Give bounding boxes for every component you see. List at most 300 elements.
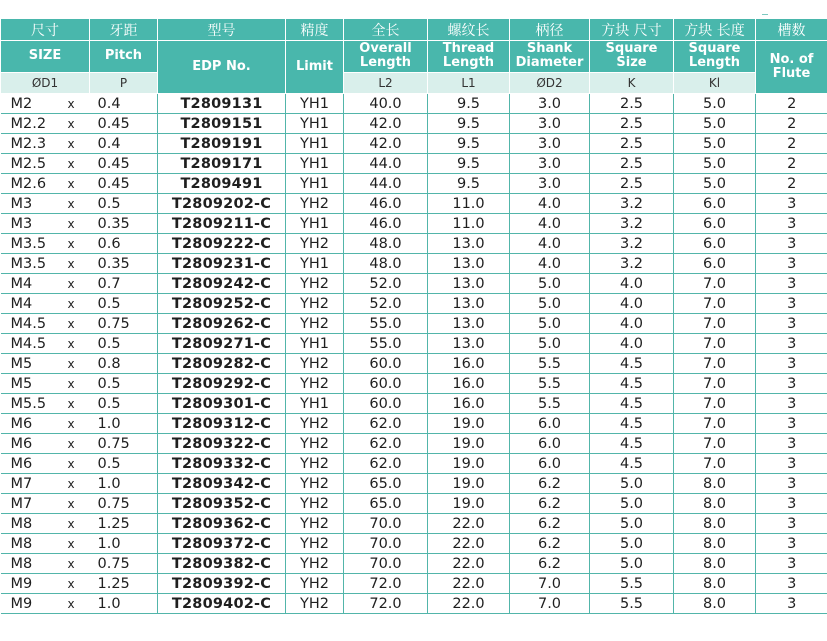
cell-thread-length: 22.0 [428,554,510,574]
cell-overall-length: 62.0 [344,414,428,434]
cell-pitch: 0.75 [90,314,158,334]
cell-edp-no: T2809402-C [158,594,286,614]
cell-flutes: 3 [756,554,827,574]
cell-flutes: 2 [756,134,827,154]
cell-times-sign: x [65,134,90,154]
cell-edp-no: T2809491 [158,174,286,194]
header-square-length-cn: 方块 长度 [674,19,756,41]
cell-thread-length: 9.5 [428,114,510,134]
cell-square-size: 5.0 [590,554,674,574]
table-row [1,414,827,434]
cell-times-sign: x [65,534,90,554]
cell-square-size: 4.5 [590,434,674,454]
cell-square-length: 8.0 [674,494,756,514]
cell-flutes: 3 [756,274,827,294]
cell-square-size: 5.5 [590,574,674,594]
cell-overall-length: 72.0 [344,594,428,614]
cell-size: M6 [1,434,65,454]
cell-thread-length: 13.0 [428,294,510,314]
cell-shank-diameter: 4.0 [510,214,590,234]
header-overall-length-en-line2: Length [359,55,412,71]
header-overall-length-en [344,41,428,73]
cell-overall-length: 52.0 [344,294,428,314]
cell-square-size: 3.2 [590,234,674,254]
cell-shank-diameter: 3.0 [510,154,590,174]
cell-times-sign: x [65,414,90,434]
table-row [1,534,827,554]
cell-flutes: 3 [756,394,827,414]
header-square-length-en [674,41,756,73]
header-size-cn: 尺寸 [1,19,90,41]
cell-pitch: 0.5 [90,394,158,414]
table-body [1,94,827,614]
cell-times-sign: x [65,554,90,574]
cell-times-sign: x [65,154,90,174]
cell-limit: YH2 [286,494,344,514]
cell-thread-length: 19.0 [428,494,510,514]
cell-limit: YH2 [286,554,344,574]
cell-square-size: 5.0 [590,474,674,494]
cell-pitch: 0.6 [90,234,158,254]
cell-overall-length: 72.0 [344,574,428,594]
cell-square-length: 7.0 [674,414,756,434]
cell-limit: YH2 [286,574,344,594]
header-square-length-symbol: Kl [674,72,756,93]
cell-square-length: 7.0 [674,334,756,354]
table-row [1,94,827,114]
cell-flutes: 2 [756,174,827,194]
cell-limit: YH1 [286,394,344,414]
cell-edp-no: T2809171 [158,154,286,174]
cell-square-length: 6.0 [674,234,756,254]
cell-edp-no: T2809242-C [158,274,286,294]
cell-thread-length: 22.0 [428,594,510,614]
cell-pitch: 0.5 [90,454,158,474]
cell-overall-length: 70.0 [344,514,428,534]
table-header [1,19,827,94]
table-row [1,594,827,614]
cell-limit: YH1 [286,154,344,174]
cell-square-size: 4.5 [590,374,674,394]
cell-shank-diameter: 3.0 [510,114,590,134]
cell-size: M2.5 [1,154,65,174]
header-row-chinese [1,19,827,41]
cell-edp-no: T2809231-C [158,254,286,274]
header-shank-diameter-en [510,41,590,73]
cell-edp-no: T2809312-C [158,414,286,434]
cell-pitch: 1.0 [90,414,158,434]
cell-edp-no: T2809372-C [158,534,286,554]
cell-square-length: 7.0 [674,354,756,374]
cell-times-sign: x [65,474,90,494]
cell-pitch: 0.5 [90,294,158,314]
cell-square-length: 6.0 [674,254,756,274]
cell-flutes: 3 [756,314,827,334]
cell-thread-length: 19.0 [428,474,510,494]
cell-edp-no: T2809362-C [158,514,286,534]
cell-square-length: 8.0 [674,534,756,554]
cell-square-length: 8.0 [674,594,756,614]
cell-overall-length: 70.0 [344,534,428,554]
cell-size: M4 [1,294,65,314]
cell-edp-no: T2809392-C [158,574,286,594]
cell-thread-length: 9.5 [428,154,510,174]
cell-times-sign: x [65,254,90,274]
cell-times-sign: x [65,114,90,134]
cell-limit: YH2 [286,294,344,314]
table-row [1,134,827,154]
cell-square-length: 6.0 [674,194,756,214]
cell-overall-length: 42.0 [344,114,428,134]
cell-square-length: 5.0 [674,94,756,114]
cell-shank-diameter: 5.5 [510,394,590,414]
cell-thread-length: 16.0 [428,394,510,414]
cell-overall-length: 55.0 [344,334,428,354]
cell-overall-length: 55.0 [344,314,428,334]
cell-pitch: 0.4 [90,94,158,114]
cell-pitch: 0.35 [90,214,158,234]
header-row-symbols [1,72,827,93]
cell-edp-no: T2809352-C [158,494,286,514]
cell-shank-diameter: 5.0 [510,334,590,354]
cell-overall-length: 48.0 [344,234,428,254]
cell-square-size: 5.0 [590,494,674,514]
header-flutes-en-line1: No. of [769,52,814,67]
cell-square-size: 2.5 [590,174,674,194]
cell-limit: YH1 [286,134,344,154]
header-size-en: SIZE [1,41,90,73]
cell-flutes: 3 [756,214,827,234]
cell-square-length: 8.0 [674,514,756,534]
header-thread-length-en-line2: Length [442,55,495,71]
cell-limit: YH1 [286,174,344,194]
cell-thread-length: 13.0 [428,334,510,354]
cell-flutes: 3 [756,594,827,614]
cell-square-size: 2.5 [590,154,674,174]
header-row-english [1,41,827,73]
cell-square-size: 4.0 [590,274,674,294]
cell-shank-diameter: 5.5 [510,374,590,394]
cell-times-sign: x [65,494,90,514]
cell-square-length: 7.0 [674,434,756,454]
tap-spec-table-container [0,18,827,614]
table-row [1,474,827,494]
table-row [1,194,827,214]
cell-edp-no: T2809382-C [158,554,286,574]
cell-flutes: 3 [756,354,827,374]
cell-square-size: 4.5 [590,414,674,434]
header-edp-cn: 型号 [158,19,286,41]
cell-thread-length: 9.5 [428,94,510,114]
cell-size: M7 [1,474,65,494]
cell-thread-length: 9.5 [428,134,510,154]
table-row [1,514,827,534]
cell-thread-length: 19.0 [428,454,510,474]
cell-square-length: 5.0 [674,154,756,174]
cell-size: M3 [1,194,65,214]
cell-times-sign: x [65,514,90,534]
cell-square-size: 4.5 [590,394,674,414]
cell-flutes: 3 [756,234,827,254]
cell-limit: YH2 [286,354,344,374]
cell-thread-length: 13.0 [428,254,510,274]
cell-times-sign: x [65,94,90,114]
cell-thread-length: 13.0 [428,234,510,254]
cell-limit: YH2 [286,514,344,534]
cell-size: M6 [1,414,65,434]
cell-edp-no: T2809342-C [158,474,286,494]
header-square-length-en-line1: Square [688,41,741,57]
cell-square-length: 7.0 [674,314,756,334]
cell-limit: YH2 [286,234,344,254]
cell-size: M9 [1,574,65,594]
cell-size: M3 [1,214,65,234]
cell-overall-length: 46.0 [344,194,428,214]
cell-overall-length: 60.0 [344,374,428,394]
cell-flutes: 3 [756,334,827,354]
cell-times-sign: x [65,454,90,474]
cell-pitch: 0.4 [90,134,158,154]
cell-times-sign: x [65,594,90,614]
header-square-size-en-line1: Square [605,41,658,57]
cell-shank-diameter: 6.2 [510,494,590,514]
cell-thread-length: 22.0 [428,574,510,594]
cell-size: M5 [1,354,65,374]
cell-shank-diameter: 3.0 [510,134,590,154]
cell-edp-no: T2809271-C [158,334,286,354]
cell-shank-diameter: 7.0 [510,594,590,614]
cell-times-sign: x [65,274,90,294]
cell-overall-length: 48.0 [344,254,428,274]
cell-flutes: 3 [756,194,827,214]
cell-size: M4 [1,274,65,294]
cell-overall-length: 42.0 [344,134,428,154]
cell-shank-diameter: 5.0 [510,294,590,314]
cell-limit: YH2 [286,414,344,434]
header-limit-cn: 精度 [286,19,344,41]
header-overall-length-symbol: L2 [344,72,428,93]
cell-size: M5.5 [1,394,65,414]
cell-pitch: 1.25 [90,574,158,594]
cell-shank-diameter: 6.2 [510,534,590,554]
header-square-size-symbol: K [590,72,674,93]
cell-edp-no: T2809292-C [158,374,286,394]
table-row [1,314,827,334]
cell-size: M2.3 [1,134,65,154]
cell-limit: YH2 [286,374,344,394]
cell-square-size: 4.5 [590,454,674,474]
cell-pitch: 0.45 [90,174,158,194]
cell-flutes: 3 [756,454,827,474]
cell-edp-no: T2809191 [158,134,286,154]
cell-overall-length: 52.0 [344,274,428,294]
cell-overall-length: 65.0 [344,474,428,494]
cell-shank-diameter: 4.0 [510,234,590,254]
cell-flutes: 3 [756,434,827,454]
cell-square-size: 5.0 [590,534,674,554]
cell-square-length: 7.0 [674,374,756,394]
header-square-size-cn: 方块 尺寸 [590,19,674,41]
cell-size: M8 [1,554,65,574]
header-thread-length-en [428,41,510,73]
cell-size: M2.6 [1,174,65,194]
cell-pitch: 0.5 [90,374,158,394]
table-row [1,354,827,374]
cell-shank-diameter: 7.0 [510,574,590,594]
cell-flutes: 3 [756,534,827,554]
cell-shank-diameter: 6.0 [510,434,590,454]
cell-overall-length: 44.0 [344,154,428,174]
cell-square-size: 3.2 [590,194,674,214]
table-row [1,574,827,594]
header-shank-diameter-symbol: ØD2 [510,72,590,93]
cell-thread-length: 22.0 [428,514,510,534]
table-row [1,214,827,234]
cell-edp-no: T2809222-C [158,234,286,254]
cell-pitch: 0.75 [90,434,158,454]
cell-shank-diameter: 5.0 [510,274,590,294]
header-thread-length-symbol: L1 [428,72,510,93]
cell-shank-diameter: 6.0 [510,414,590,434]
cell-edp-no: T2809301-C [158,394,286,414]
cell-limit: YH2 [286,434,344,454]
cell-flutes: 2 [756,114,827,134]
table-row [1,434,827,454]
cell-limit: YH1 [286,114,344,134]
cell-times-sign: x [65,374,90,394]
cell-thread-length: 13.0 [428,274,510,294]
cell-size: M4.5 [1,334,65,354]
cell-size: M8 [1,534,65,554]
cell-edp-no: T2809252-C [158,294,286,314]
cell-square-size: 2.5 [590,114,674,134]
header-flutes-en-line2: Flute [772,66,811,81]
cell-shank-diameter: 3.0 [510,94,590,114]
cell-size: M5 [1,374,65,394]
cell-square-length: 5.0 [674,134,756,154]
cell-square-length: 5.0 [674,114,756,134]
tap-spec-table [0,18,827,614]
header-square-size-en-line2: Size [616,55,647,71]
header-overall-length-cn: 全长 [344,19,428,41]
header-thread-length-en-line1: Thread [442,41,495,57]
cell-times-sign: x [65,434,90,454]
cell-limit: YH1 [286,254,344,274]
cell-shank-diameter: 6.2 [510,474,590,494]
cell-overall-length: 62.0 [344,434,428,454]
cell-shank-diameter: 4.0 [510,254,590,274]
header-overall-length-en-line1: Overall [359,41,412,57]
cell-square-size: 3.2 [590,214,674,234]
cell-flutes: 3 [756,294,827,314]
cell-square-length: 8.0 [674,554,756,574]
cell-overall-length: 60.0 [344,394,428,414]
cell-shank-diameter: 6.2 [510,554,590,574]
cell-square-length: 7.0 [674,294,756,314]
cell-times-sign: x [65,314,90,334]
table-row [1,554,827,574]
cell-edp-no: T2809282-C [158,354,286,374]
cell-pitch: 1.25 [90,514,158,534]
cell-limit: YH1 [286,334,344,354]
cell-shank-diameter: 6.0 [510,454,590,474]
cell-times-sign: x [65,574,90,594]
cell-limit: YH2 [286,314,344,334]
table-row [1,394,827,414]
cell-pitch: 0.7 [90,274,158,294]
cell-edp-no: T2809322-C [158,434,286,454]
cell-thread-length: 16.0 [428,374,510,394]
cell-square-size: 5.5 [590,594,674,614]
cell-flutes: 3 [756,414,827,434]
cell-square-length: 5.0 [674,174,756,194]
header-size-symbol: ØD1 [1,72,90,93]
table-row [1,494,827,514]
cell-pitch: 0.45 [90,154,158,174]
cell-limit: YH1 [286,214,344,234]
cell-shank-diameter: 6.2 [510,514,590,534]
table-row [1,274,827,294]
cell-size: M7 [1,494,65,514]
cell-edp-no: T2809151 [158,114,286,134]
cell-size: M3.5 [1,254,65,274]
corner-tick [762,14,768,15]
cell-square-size: 4.0 [590,334,674,354]
cell-times-sign: x [65,334,90,354]
cell-thread-length: 13.0 [428,314,510,334]
cell-edp-no: T2809211-C [158,214,286,234]
cell-thread-length: 19.0 [428,434,510,454]
header-shank-diameter-cn: 柄径 [510,19,590,41]
cell-limit: YH2 [286,454,344,474]
cell-times-sign: x [65,174,90,194]
cell-size: M8 [1,514,65,534]
cell-flutes: 3 [756,514,827,534]
cell-overall-length: 46.0 [344,214,428,234]
table-row [1,334,827,354]
header-edp-en: EDP No. [158,41,286,94]
cell-pitch: 0.5 [90,334,158,354]
cell-edp-no: T2809332-C [158,454,286,474]
header-limit-en: Limit [286,41,344,94]
cell-limit: YH2 [286,274,344,294]
cell-flutes: 3 [756,574,827,594]
table-row [1,294,827,314]
cell-size: M3.5 [1,234,65,254]
cell-square-size: 2.5 [590,94,674,114]
cell-size: M2.2 [1,114,65,134]
cell-square-length: 8.0 [674,474,756,494]
header-shank-diameter-en-line2: Diameter [515,55,584,71]
header-square-size-en [590,41,674,73]
header-pitch-en: Pitch [90,41,158,73]
cell-shank-diameter: 3.0 [510,174,590,194]
cell-overall-length: 70.0 [344,554,428,574]
cell-overall-length: 40.0 [344,94,428,114]
cell-edp-no: T2809262-C [158,314,286,334]
header-flutes-en [756,41,827,94]
table-row [1,374,827,394]
cell-times-sign: x [65,394,90,414]
cell-square-length: 6.0 [674,214,756,234]
cell-square-size: 2.5 [590,134,674,154]
cell-limit: YH2 [286,194,344,214]
cell-pitch: 1.0 [90,534,158,554]
header-thread-length-cn: 螺纹长 [428,19,510,41]
cell-flutes: 2 [756,154,827,174]
cell-size: M4.5 [1,314,65,334]
cell-pitch: 1.0 [90,594,158,614]
